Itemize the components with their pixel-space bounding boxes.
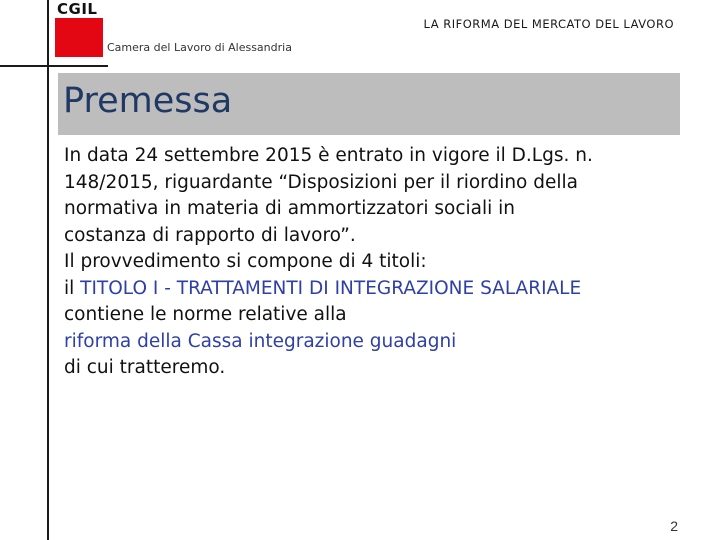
body-line: di cui tratteremo. — [64, 357, 226, 378]
body-line: In data 24 settembre 2015 è entrato in vigore il D.Lgs. n. — [64, 145, 593, 166]
body-line-title-reference — [64, 276, 694, 303]
horizontal-divider — [0, 65, 108, 67]
organization-subtitle: Camera del Lavoro di Alessandria — [107, 41, 292, 54]
body-line: 148/2015, riguardante “Disposizioni per il riordino della — [64, 171, 578, 193]
slide-title: Premessa — [63, 81, 233, 121]
logo-red-block — [55, 18, 103, 57]
cgil-logo — [55, 0, 103, 57]
presentation-header-title: LA RIFORMA DEL MERCATO DEL LAVORO — [423, 17, 674, 31]
body-line: Il provvedimento si compone di 4 titoli: — [64, 251, 427, 272]
logo-text: CGIL — [55, 0, 105, 18]
highlighted-title-reference: TITOLO I - TRATTAMENTI DI INTEGRAZIONE SALARIALE — [80, 277, 582, 299]
body-line: normativa in materia di ammortizzatori sociali in — [64, 198, 515, 219]
page-number: 2 — [670, 518, 678, 534]
body-line: costanza di rapporto di lavoro”. — [64, 224, 356, 246]
highlighted-topic: riforma della Cassa integrazione guadagni — [64, 330, 457, 352]
body-line: contiene le norme relative alla — [64, 304, 347, 325]
body-line-prefix: il — [64, 277, 81, 299]
slide-title-bar — [58, 73, 680, 135]
slide-body — [64, 143, 694, 382]
vertical-divider — [47, 0, 49, 540]
